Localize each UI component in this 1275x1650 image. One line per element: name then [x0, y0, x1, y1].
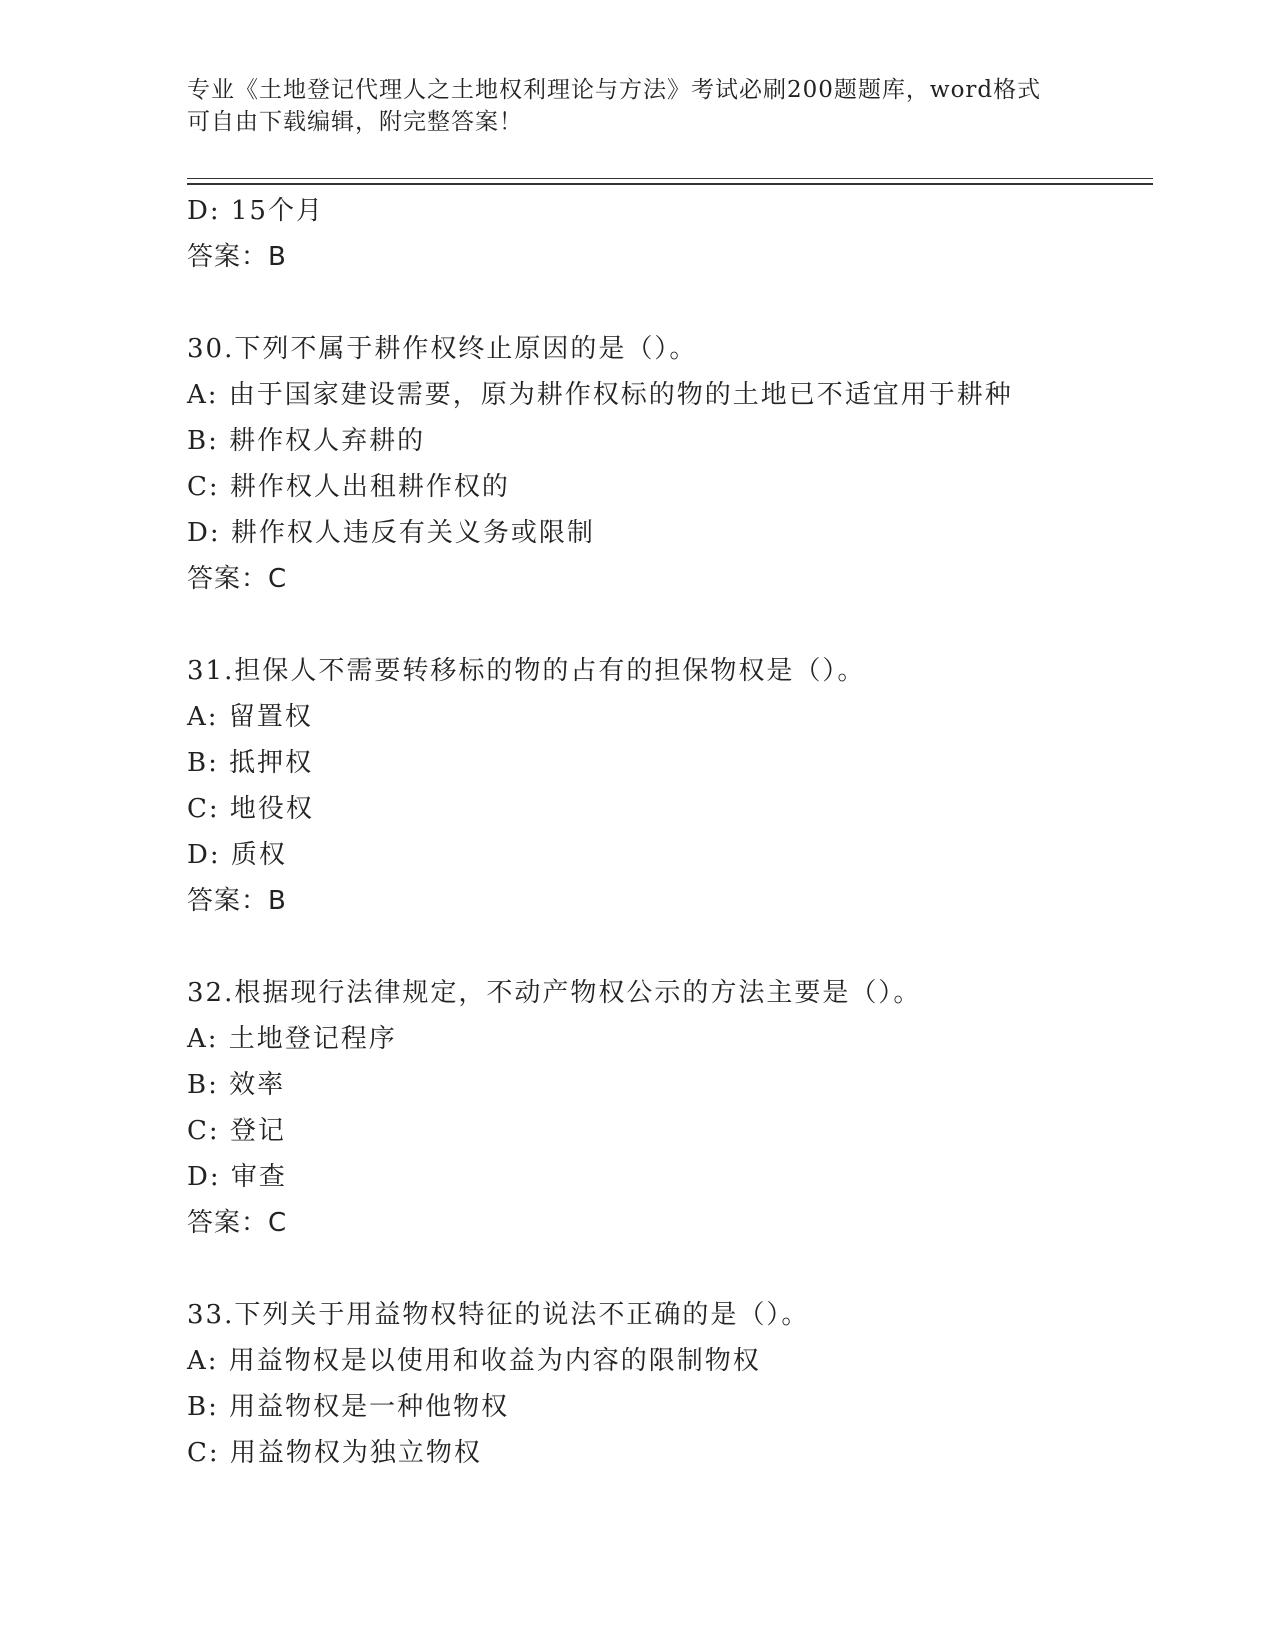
question-31	[187, 648, 1147, 924]
option-d: D: 审查	[187, 1162, 287, 1192]
option-d: D: 耕作权人违反有关义务或限制	[187, 518, 595, 548]
question-stem: 30.下列不属于耕作权终止原因的是（）。	[187, 334, 698, 364]
answer-label: 答案：C	[187, 564, 288, 594]
answer-label: 答案：B	[187, 886, 287, 916]
question-30	[187, 326, 1147, 602]
option-c: C: 用益物权为独立物权	[187, 1438, 482, 1468]
option-b: B: 效率	[187, 1070, 286, 1100]
option-b: B: 用益物权是一种他物权	[187, 1392, 510, 1422]
question-stem: 33.下列关于用益物权特征的说法不正确的是（）。	[187, 1300, 810, 1330]
question-list	[187, 188, 1147, 1476]
answer-label: 答案：C	[187, 1208, 288, 1238]
question-33	[187, 1292, 1147, 1476]
question-stem: 32.根据现行法律规定，不动产物权公示的方法主要是（）。	[187, 978, 922, 1008]
question-stem: 31.担保人不需要转移标的物的占有的担保物权是（）。	[187, 656, 866, 686]
option-d: D: 15个月	[187, 196, 324, 226]
option-c: C: 耕作权人出租耕作权的	[187, 472, 510, 502]
option-c: C: 地役权	[187, 794, 314, 824]
header-divider	[187, 178, 1153, 179]
carryover-block	[187, 188, 1147, 280]
option-a: A: 由于国家建设需要，原为耕作权标的物的土地已不适宜用于耕种	[187, 380, 1013, 410]
option-b: B: 抵押权	[187, 748, 314, 778]
option-a: A: 留置权	[187, 702, 313, 732]
header-title-line-1: 专业《土地登记代理人之土地权利理论与方法》考试必刷200题题库，word格式	[187, 77, 1042, 103]
question-32	[187, 970, 1147, 1246]
option-c: C: 登记	[187, 1116, 286, 1146]
header-title-line-2: 可自由下载编辑，附完整答案！	[187, 109, 523, 135]
option-a: A: 土地登记程序	[187, 1024, 397, 1054]
option-b: B: 耕作权人弃耕的	[187, 426, 426, 456]
answer-label: 答案：B	[187, 242, 287, 272]
option-a: A: 用益物权是以使用和收益为内容的限制物权	[187, 1346, 761, 1376]
page-header	[187, 74, 1087, 138]
header-divider-thick	[187, 183, 1153, 185]
option-d: D: 质权	[187, 840, 287, 870]
